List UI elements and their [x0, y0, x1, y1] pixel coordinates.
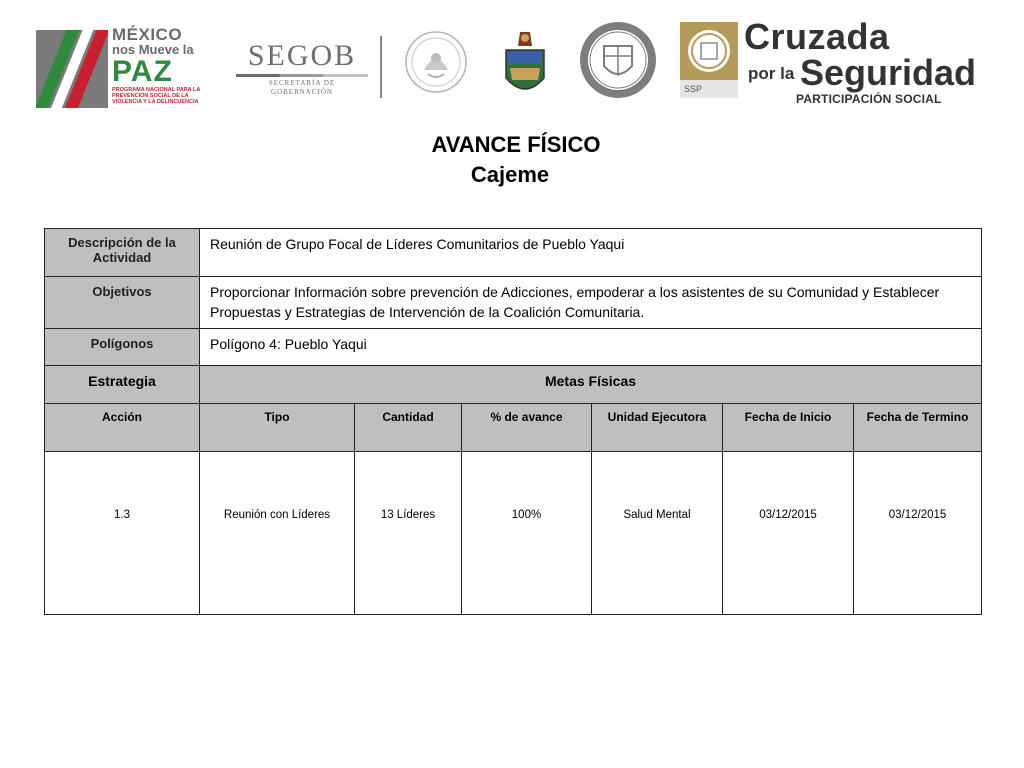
cell-accion: 1.3	[45, 452, 200, 615]
sonora-coat-of-arms-icon	[502, 28, 548, 102]
estrategia-header	[45, 366, 200, 404]
mexico-nos-mueve-la-paz-logo	[36, 26, 206, 112]
descripcion-value: Reunión de Grupo Focal de Líderes Comunitarios de Pueblo Yaqui	[200, 229, 982, 277]
descripcion-label	[45, 229, 200, 277]
table-row	[45, 452, 982, 615]
ssp-logo	[680, 22, 738, 98]
logo-divider	[380, 36, 382, 98]
cruzada-line2b: Seguridad	[800, 52, 977, 93]
metas-fisicas-header-text: Metas Físicas	[544, 373, 637, 389]
segob-sub2: GOBERNACIÓN	[271, 88, 333, 96]
mexico-logo-line4: PROGRAMA NACIONAL PARA LA PREVENCIÓN SOCIAL DE LA VIOLENCIA Y LA DELINCUENCIA	[112, 87, 201, 105]
metas-fisicas-header	[200, 366, 982, 404]
segob-name: SEGOB	[247, 39, 357, 72]
ssp-label: SSP	[680, 80, 738, 98]
col-accion: Acción	[45, 404, 200, 452]
title-municipality: Cajeme	[470, 162, 550, 187]
cruzada-line1: Cruzada	[744, 16, 890, 57]
gobierno-sonora-seal-icon	[578, 20, 658, 100]
objetivos-value: Proporcionar Información sobre prevención de Adicciones, empoderar a los asistentes de su Comunidad y Establecer Propuestas y Estrategias de Intervención de la Coalición Comunitaria.	[200, 277, 982, 329]
page-title	[0, 130, 1024, 190]
poligonos-label-text: Polígonos	[90, 336, 154, 351]
col-avance: % de avance	[462, 404, 592, 452]
logo-strip	[0, 0, 1024, 120]
cell-cantidad: 13 Líderes	[355, 452, 462, 615]
objetivos-label-text: Objetivos	[92, 284, 152, 299]
objetivos-label	[45, 277, 200, 329]
cell-unidad-ejecutora: Salud Mental	[592, 452, 723, 615]
segob-sub1: SECRETARÍA DE	[268, 79, 336, 87]
cell-avance: 100%	[462, 452, 592, 615]
poligonos-value: Polígono 4: Pueblo Yaqui	[200, 329, 982, 366]
estrategia-header-text: Estrategia	[88, 373, 156, 389]
mexico-logo-line1: MÉXICO	[112, 25, 183, 44]
avance-fisico-table	[44, 228, 982, 615]
cell-fecha-inicio: 03/12/2015	[723, 452, 854, 615]
col-unidad-ejecutora: Unidad Ejecutora	[592, 404, 723, 452]
mexico-flag-mark-icon	[36, 30, 108, 108]
cruzada-line2a: por la	[748, 64, 795, 83]
ssp-emblem-icon	[680, 22, 738, 80]
col-fecha-inicio: Fecha de Inicio	[723, 404, 854, 452]
segob-logo	[232, 40, 372, 100]
mexican-coat-of-arms-icon	[404, 30, 468, 94]
cell-tipo: Reunión con Líderes	[200, 452, 355, 615]
mexico-logo-line2: nos Mueve la	[112, 42, 194, 57]
descripcion-label-text: Descripción de la Actividad	[68, 235, 176, 265]
col-fecha-termino: Fecha de Termino	[854, 404, 982, 452]
col-tipo: Tipo	[200, 404, 355, 452]
poligonos-label	[45, 329, 200, 366]
col-cantidad: Cantidad	[355, 404, 462, 452]
cruzada-por-la-seguridad-logo	[744, 16, 977, 106]
cruzada-line3: PARTICIPACIÓN SOCIAL	[796, 92, 942, 106]
title-main: AVANCE FÍSICO	[431, 132, 601, 157]
segob-bar	[236, 74, 368, 77]
mexico-logo-line3: PAZ	[112, 55, 173, 88]
cell-fecha-termino: 03/12/2015	[854, 452, 982, 615]
